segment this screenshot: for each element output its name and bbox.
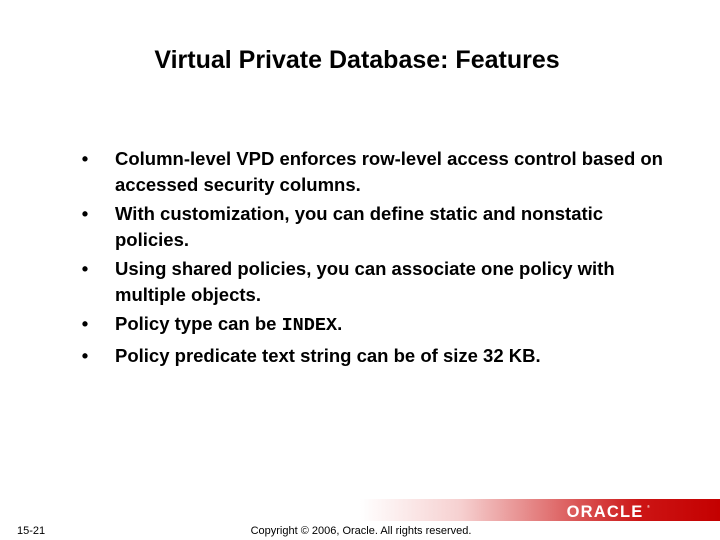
- page-number: 15-21: [17, 525, 46, 537]
- bullet-dot: •: [81, 344, 89, 366]
- bullet-dot: •: [81, 313, 89, 334]
- bullet-dot: •: [81, 203, 89, 224]
- registered-mark: ®: [647, 504, 650, 509]
- bullet-item: [78, 256, 678, 307]
- bullet-text: With customization, you can define static and nonstatic policies.: [115, 203, 604, 250]
- bullet-text: Policy predicate text string can be of size 32 KB.: [115, 344, 541, 366]
- bullet-text-suffix: .: [337, 313, 343, 334]
- bullet-dot: •: [81, 148, 89, 169]
- bullet-list: [78, 146, 678, 372]
- bullet-text-prefix: Policy type can be: [115, 313, 282, 334]
- oracle-logo-text: ORACLE: [566, 503, 644, 521]
- oracle-logo: [557, 501, 653, 521]
- bullet-item: [78, 311, 678, 339]
- bullet-dot: •: [81, 258, 89, 279]
- bullet-text: Column-level VPD enforces row-level access control based on accessed security columns.: [115, 148, 663, 195]
- copyright-notice: Copyright © 2006, Oracle. All rights reserved.: [250, 525, 472, 537]
- bullet-item: [78, 343, 678, 369]
- slide-title: Virtual Private Database: Features: [154, 46, 560, 74]
- bullet-item: [78, 146, 678, 197]
- code-index: INDEX: [281, 315, 338, 336]
- bullet-item: [78, 201, 678, 252]
- bullet-text: Using shared policies, you can associate one policy with multiple objects.: [115, 258, 615, 305]
